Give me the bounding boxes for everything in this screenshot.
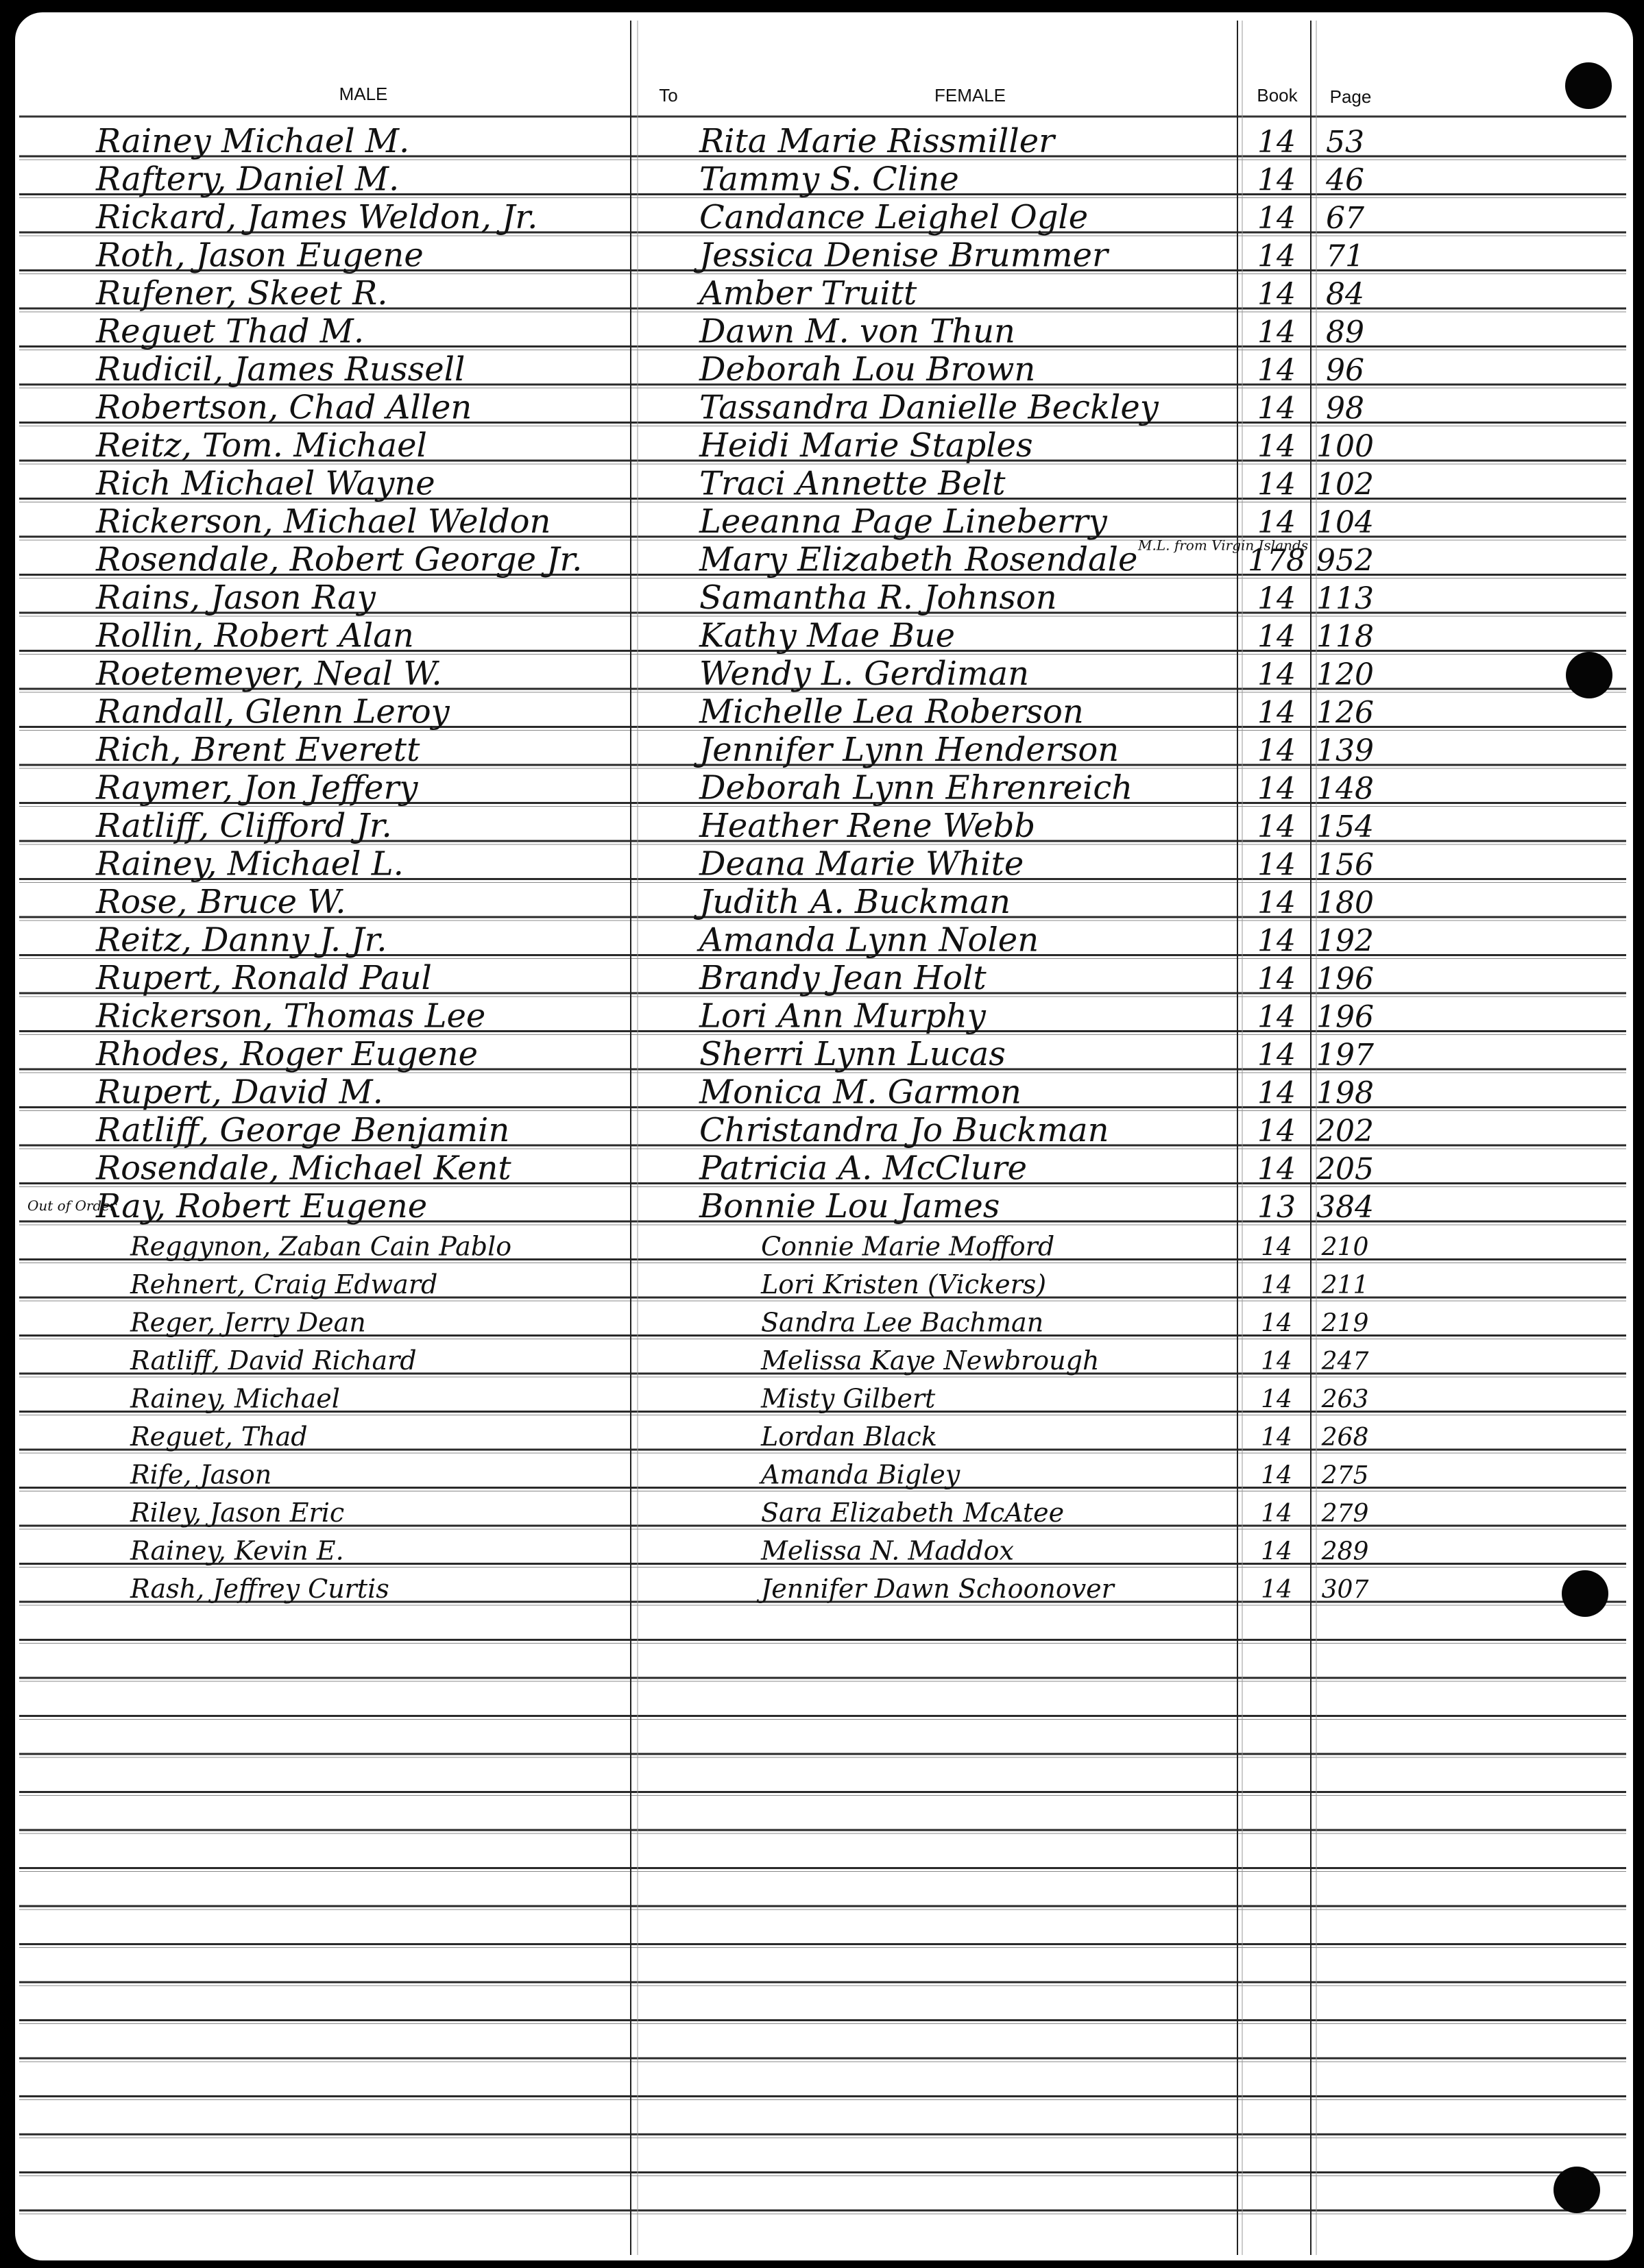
page-number: 120 bbox=[1316, 657, 1374, 692]
male-name: Rosendale, Michael Kent bbox=[96, 1149, 511, 1188]
book-number: 14 bbox=[1261, 1233, 1292, 1262]
page-number: 84 bbox=[1326, 277, 1364, 312]
female-name: Jessica Denise Brummer bbox=[699, 236, 1108, 275]
page-number: 139 bbox=[1316, 733, 1374, 768]
book-number: 14 bbox=[1257, 315, 1296, 350]
page-number: 126 bbox=[1316, 695, 1374, 731]
male-name: Rosendale, Robert George Jr. bbox=[96, 540, 583, 579]
female-name: Sandra Lee Bachman bbox=[761, 1307, 1044, 1338]
male-name: Reguet, Thad bbox=[130, 1422, 308, 1452]
female-name: Tassandra Danielle Beckley bbox=[699, 388, 1159, 427]
book-number: 14 bbox=[1257, 999, 1296, 1035]
male-name: Ratliff, Clifford Jr. bbox=[96, 807, 392, 845]
female-name: Amanda Lynn Nolen bbox=[699, 920, 1039, 960]
male-header: MALE bbox=[339, 84, 388, 104]
book-number: 14 bbox=[1261, 1424, 1292, 1452]
entry-note: M.L. from Virgin Islands bbox=[1138, 537, 1309, 554]
male-name: Rickard, James Weldon, Jr. bbox=[96, 198, 538, 236]
female-name: Deana Marie White bbox=[699, 844, 1024, 883]
book-number: 14 bbox=[1257, 1114, 1296, 1149]
book-number: 14 bbox=[1261, 1271, 1292, 1300]
book-number: 14 bbox=[1257, 277, 1296, 312]
page-number: 952 bbox=[1316, 543, 1374, 578]
book-number: 178 bbox=[1248, 543, 1305, 578]
female-name: Lori Kristen (Vickers) bbox=[761, 1269, 1047, 1300]
page-number: 154 bbox=[1316, 809, 1374, 844]
book-number: 14 bbox=[1257, 391, 1296, 426]
page-number: 307 bbox=[1321, 1576, 1369, 1604]
female-name: Rita Marie Rissmiller bbox=[699, 122, 1055, 160]
book-number: 14 bbox=[1261, 1461, 1292, 1490]
page-number: 210 bbox=[1321, 1233, 1369, 1262]
book-number: 13 bbox=[1257, 1190, 1296, 1225]
male-name: Rickerson, Michael Weldon bbox=[96, 502, 551, 541]
book-header: Book bbox=[1257, 85, 1298, 106]
page-number: 289 bbox=[1321, 1537, 1369, 1566]
female-name: Misty Gilbert bbox=[761, 1383, 936, 1414]
female-name: Jennifer Dawn Schoonover bbox=[761, 1574, 1114, 1604]
page-number: 197 bbox=[1316, 1038, 1374, 1073]
female-name: Sara Elizabeth McAtee bbox=[761, 1498, 1065, 1528]
book-number: 14 bbox=[1257, 809, 1296, 844]
female-name: Heidi Marie Staples bbox=[699, 426, 1033, 465]
female-name: Amber Truitt bbox=[699, 274, 917, 313]
male-name: Rehnert, Craig Edward bbox=[130, 1269, 438, 1300]
page-number: 263 bbox=[1321, 1385, 1369, 1414]
male-name: Ratliff, George Benjamin bbox=[96, 1111, 510, 1149]
female-name: Tammy S. Cline bbox=[699, 160, 959, 199]
page-number: 202 bbox=[1316, 1114, 1374, 1149]
page-number: 198 bbox=[1316, 1075, 1374, 1111]
female-name: Heather Rene Webb bbox=[699, 807, 1036, 845]
page-number: 100 bbox=[1316, 429, 1374, 464]
male-name: Randall, Glenn Leroy bbox=[96, 692, 450, 731]
male-name: Reggynon, Zaban Cain Pablo bbox=[130, 1231, 512, 1262]
male-name: Rains, Jason Ray bbox=[96, 578, 376, 617]
book-number: 14 bbox=[1257, 505, 1296, 540]
page-number: 102 bbox=[1316, 467, 1374, 502]
book-number: 14 bbox=[1261, 1500, 1292, 1528]
male-name: Reger, Jerry Dean bbox=[130, 1307, 366, 1338]
book-number: 14 bbox=[1261, 1537, 1292, 1566]
female-name: Christandra Jo Buckman bbox=[699, 1111, 1109, 1149]
male-name: Rupert, David M. bbox=[96, 1073, 383, 1112]
female-name: Michelle Lea Roberson bbox=[699, 692, 1084, 731]
page-number: 96 bbox=[1326, 353, 1364, 388]
page-number: 53 bbox=[1326, 125, 1364, 160]
book-number: 14 bbox=[1257, 1075, 1296, 1111]
male-name: Reitz, Tom. Michael bbox=[96, 426, 427, 465]
female-name: Traci Annette Belt bbox=[699, 464, 1006, 503]
page-number: 113 bbox=[1316, 581, 1374, 616]
book-number: 14 bbox=[1261, 1348, 1292, 1376]
book-number: 14 bbox=[1257, 657, 1296, 692]
punch-hole bbox=[1565, 62, 1612, 109]
book-number: 14 bbox=[1261, 1385, 1292, 1414]
male-name: Rainey Michael M. bbox=[96, 122, 410, 160]
page-number: 156 bbox=[1316, 847, 1374, 883]
female-name: Melissa Kaye Newbrough bbox=[761, 1345, 1100, 1376]
female-name: Deborah Lynn Ehrenreich bbox=[699, 768, 1133, 807]
to-header: To bbox=[659, 85, 678, 106]
female-name: Bonnie Lou James bbox=[699, 1187, 1000, 1226]
page-header: Page bbox=[1329, 86, 1372, 107]
book-number: 14 bbox=[1257, 353, 1296, 388]
book-number: 14 bbox=[1257, 201, 1296, 236]
female-name: Lordan Black bbox=[761, 1422, 937, 1452]
page-number: 275 bbox=[1321, 1461, 1369, 1490]
book-number: 14 bbox=[1257, 1151, 1296, 1187]
male-name: Rose, Bruce W. bbox=[96, 883, 346, 921]
punch-hole bbox=[1554, 2167, 1600, 2213]
male-name: Rainey, Kevin E. bbox=[130, 1535, 344, 1566]
female-name: Leeanna Page Lineberry bbox=[699, 502, 1107, 541]
male-name: Riley, Jason Eric bbox=[130, 1498, 345, 1528]
female-name: Brandy Jean Holt bbox=[699, 959, 987, 997]
punch-hole bbox=[1562, 1570, 1608, 1617]
punch-hole bbox=[1566, 652, 1612, 698]
female-name: Deborah Lou Brown bbox=[699, 350, 1036, 389]
male-name: Rainey, Michael bbox=[130, 1383, 340, 1414]
book-number: 14 bbox=[1261, 1309, 1292, 1338]
male-name: Raymer, Jon Jeffery bbox=[96, 768, 418, 807]
book-number: 14 bbox=[1257, 1038, 1296, 1073]
book-number: 14 bbox=[1257, 467, 1296, 502]
male-name: Ratliff, David Richard bbox=[130, 1345, 417, 1376]
page-number: 384 bbox=[1316, 1190, 1374, 1225]
female-name: Dawn M. von Thun bbox=[699, 312, 1015, 351]
male-name: Rich, Brent Everett bbox=[96, 731, 420, 769]
male-name: Robertson, Chad Allen bbox=[96, 388, 472, 427]
female-name: Sherri Lynn Lucas bbox=[699, 1035, 1006, 1073]
book-number: 14 bbox=[1257, 239, 1296, 274]
female-name: Samantha R. Johnson bbox=[699, 578, 1057, 617]
male-name: Rickerson, Thomas Lee bbox=[96, 997, 486, 1036]
page-number: 104 bbox=[1316, 505, 1374, 540]
page-number: 192 bbox=[1316, 923, 1374, 959]
male-name: Rollin, Robert Alan bbox=[96, 616, 414, 655]
female-name: Monica M. Garmon bbox=[699, 1073, 1022, 1112]
male-name: Rudicil, James Russell bbox=[96, 350, 466, 389]
male-name: Roetemeyer, Neal W. bbox=[96, 655, 442, 693]
male-name: Rupert, Ronald Paul bbox=[96, 959, 432, 997]
page-number: 89 bbox=[1326, 315, 1364, 350]
female-name: Melissa N. Maddox bbox=[761, 1535, 1014, 1566]
book-number: 14 bbox=[1257, 962, 1296, 997]
page-number: 247 bbox=[1321, 1348, 1369, 1376]
page-number: 67 bbox=[1326, 201, 1364, 236]
book-number: 14 bbox=[1257, 771, 1296, 807]
male-name: Rainey, Michael L. bbox=[96, 844, 404, 883]
page-number: 211 bbox=[1321, 1271, 1369, 1300]
book-number: 14 bbox=[1257, 695, 1296, 731]
page-number: 118 bbox=[1316, 619, 1374, 655]
male-name: Rich Michael Wayne bbox=[96, 464, 435, 503]
female-header: FEMALE bbox=[934, 85, 1006, 106]
margin-note: Out of Order bbox=[27, 1197, 117, 1214]
female-name: Judith A. Buckman bbox=[699, 883, 1011, 921]
female-name: Wendy L. Gerdiman bbox=[699, 655, 1030, 693]
page-number: 180 bbox=[1316, 886, 1374, 920]
book-number: 14 bbox=[1257, 847, 1296, 883]
male-name: Raftery, Daniel M. bbox=[96, 160, 400, 199]
male-name: Reguet Thad M. bbox=[96, 312, 365, 351]
female-name: Kathy Mae Bue bbox=[699, 616, 956, 655]
page-number: 148 bbox=[1316, 771, 1374, 807]
book-number: 14 bbox=[1257, 429, 1296, 464]
book-number: 14 bbox=[1257, 162, 1296, 198]
female-name: Mary Elizabeth Rosendale bbox=[699, 540, 1138, 579]
male-name: Rife, Jason bbox=[130, 1459, 272, 1490]
book-number: 14 bbox=[1257, 125, 1296, 160]
male-name: Rash, Jeffrey Curtis bbox=[130, 1574, 389, 1604]
male-name: Rhodes, Roger Eugene bbox=[96, 1035, 479, 1073]
book-number: 14 bbox=[1261, 1576, 1292, 1604]
female-name: Amanda Bigley bbox=[761, 1459, 960, 1490]
page-number: 196 bbox=[1316, 999, 1374, 1035]
book-number: 14 bbox=[1257, 619, 1296, 655]
female-name: Candance Leighel Ogle bbox=[699, 198, 1089, 236]
page-number: 71 bbox=[1326, 239, 1364, 274]
book-number: 14 bbox=[1257, 733, 1296, 768]
page-number: 98 bbox=[1326, 391, 1364, 426]
page-number: 268 bbox=[1321, 1424, 1369, 1452]
book-number: 14 bbox=[1257, 581, 1296, 616]
male-name: Reitz, Danny J. Jr. bbox=[96, 920, 387, 960]
page-number: 205 bbox=[1316, 1151, 1374, 1187]
female-name: Lori Ann Murphy bbox=[699, 997, 986, 1036]
book-number: 14 bbox=[1257, 886, 1296, 920]
book-number: 14 bbox=[1257, 923, 1296, 959]
female-name: Patricia A. McClure bbox=[699, 1149, 1028, 1188]
male-name: Rufener, Skeet R. bbox=[96, 274, 388, 313]
page-number: 279 bbox=[1321, 1500, 1369, 1528]
male-name: Roth, Jason Eugene bbox=[96, 236, 424, 275]
female-name: Jennifer Lynn Henderson bbox=[699, 731, 1120, 769]
page-number: 219 bbox=[1321, 1309, 1369, 1338]
page-number: 196 bbox=[1316, 962, 1374, 997]
page-number: 46 bbox=[1326, 162, 1364, 198]
male-name: Ray, Robert Eugene bbox=[96, 1187, 428, 1226]
female-name: Connie Marie Mofford bbox=[761, 1231, 1055, 1262]
